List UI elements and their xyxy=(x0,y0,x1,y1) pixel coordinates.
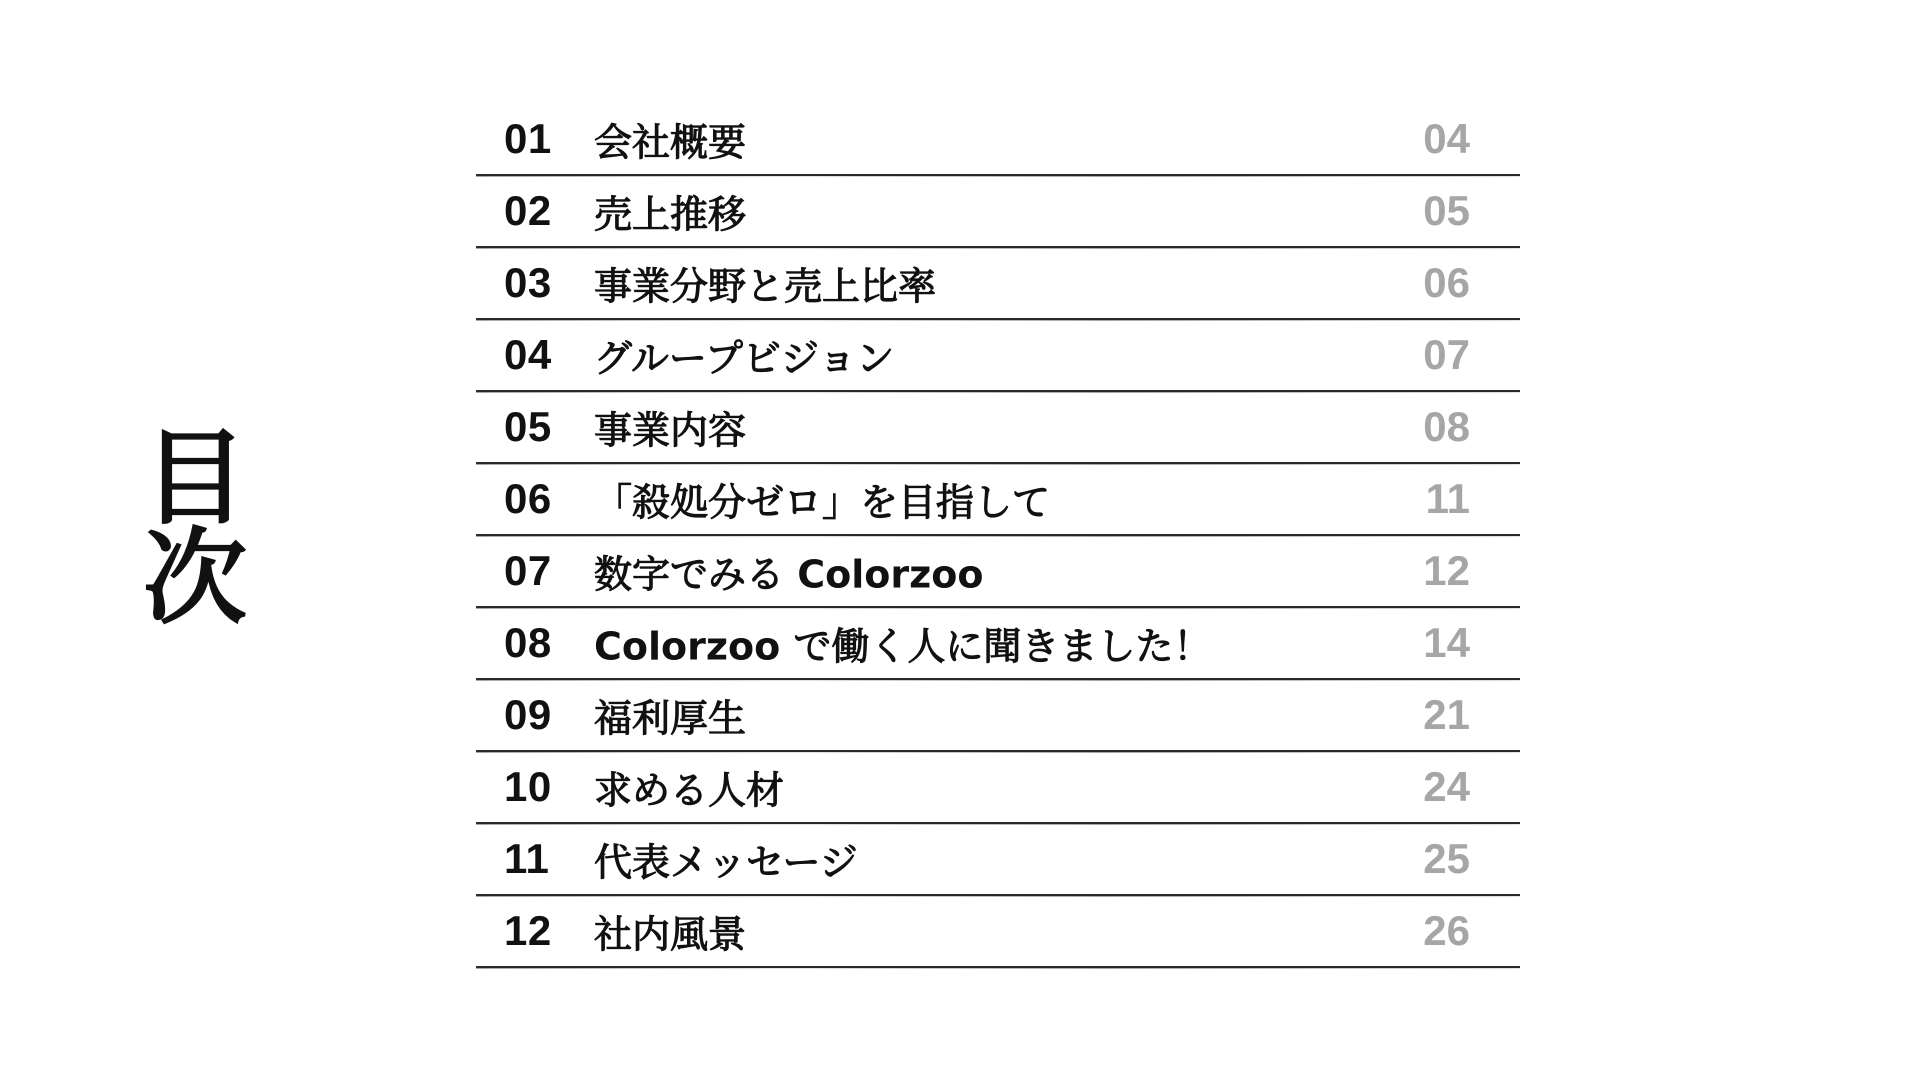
toc-item-title: 数字でみる Colorzoo xyxy=(594,552,984,597)
toc-item-number: 01 xyxy=(504,115,552,162)
toc-item[interactable] xyxy=(476,824,1520,896)
toc-item[interactable] xyxy=(476,104,1520,176)
toc-item-number: 12 xyxy=(504,907,552,954)
toc-heading-char-2: 次 xyxy=(142,517,247,639)
toc-item-page: 04 xyxy=(1423,115,1470,162)
toc-item-title: 求める人材 xyxy=(594,768,785,813)
toc-item-number: 11 xyxy=(504,835,550,882)
toc-item-page: 26 xyxy=(1423,907,1470,954)
toc-item-page: 25 xyxy=(1423,835,1470,882)
toc-item-title: 福利厚生 xyxy=(594,696,747,741)
toc-item-title: 「殺処分ゼロ」を目指して xyxy=(594,480,1051,525)
toc-item-page: 05 xyxy=(1423,187,1470,234)
toc-item-title: グループビジョン xyxy=(594,336,895,381)
toc-item-page: 08 xyxy=(1423,403,1470,450)
toc-item-page: 12 xyxy=(1423,547,1470,594)
toc-item-title: 会社概要 xyxy=(594,120,747,165)
toc-heading xyxy=(135,417,255,639)
toc-item-page: 06 xyxy=(1423,259,1470,306)
toc-item-number: 04 xyxy=(504,331,552,378)
toc-item-page: 11 xyxy=(1425,475,1470,522)
toc-item-number: 06 xyxy=(504,475,552,522)
toc-item-number: 05 xyxy=(504,403,552,450)
toc-item-number: 02 xyxy=(504,187,552,234)
toc-item-title: 事業分野と売上比率 xyxy=(594,264,937,309)
toc-item-title: 代表メッセージ xyxy=(594,840,858,885)
toc-heading-char-1: 目 xyxy=(142,417,247,539)
toc-item[interactable] xyxy=(476,248,1520,320)
toc-item-number: 09 xyxy=(504,691,552,738)
toc-item[interactable] xyxy=(476,680,1520,752)
toc-item-page: 14 xyxy=(1423,619,1470,666)
toc-item-number: 08 xyxy=(504,619,552,666)
toc-item-title: 社内風景 xyxy=(594,912,747,957)
toc-item-number: 03 xyxy=(504,259,552,306)
toc-item-page: 24 xyxy=(1423,763,1470,810)
toc-item[interactable] xyxy=(476,536,1520,608)
toc-item[interactable] xyxy=(476,392,1520,464)
toc-item[interactable] xyxy=(476,320,1520,392)
toc-item-number: 10 xyxy=(504,763,552,810)
toc-item[interactable] xyxy=(476,752,1520,824)
toc-item[interactable] xyxy=(476,896,1520,968)
toc-item-title: 事業内容 xyxy=(594,408,747,453)
toc-item[interactable] xyxy=(476,608,1520,680)
toc-item[interactable] xyxy=(476,464,1520,536)
toc-item-page: 07 xyxy=(1423,331,1470,378)
toc-item-page: 21 xyxy=(1423,691,1470,738)
toc-item-title: Colorzoo で働く人に聞きました！ xyxy=(594,624,1212,669)
toc-list xyxy=(476,104,1520,968)
toc-item-title: 売上推移 xyxy=(594,192,747,237)
toc-item[interactable] xyxy=(476,176,1520,248)
toc-item-number: 07 xyxy=(504,547,552,594)
